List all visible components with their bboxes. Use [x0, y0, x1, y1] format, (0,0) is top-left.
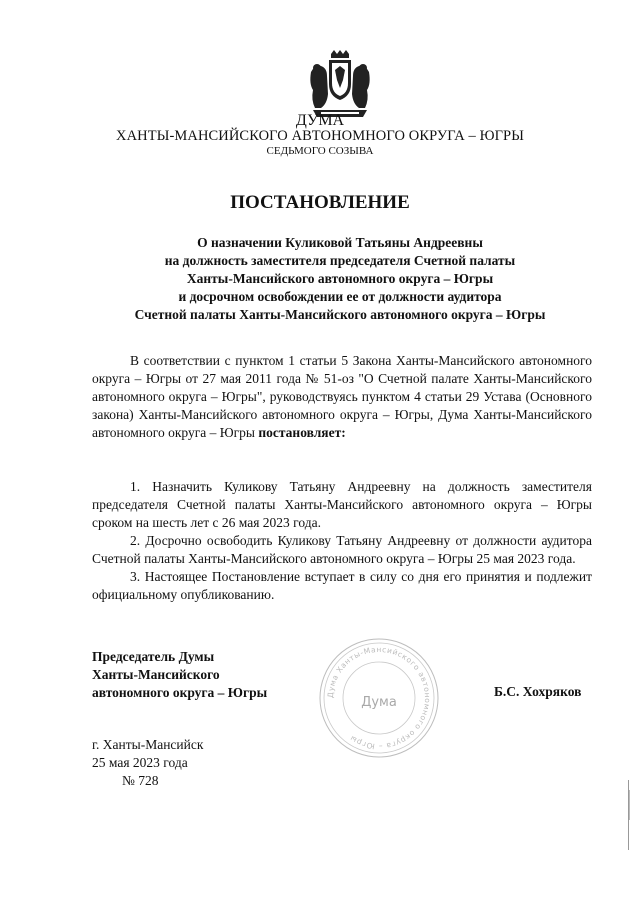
header-okrug: ХАНТЫ-МАНСИЙСКОГО АВТОНОМНОГО ОКРУГА – ЮГРЫ	[116, 128, 524, 144]
signatory-position-line: автономного округа – Югры	[92, 685, 268, 700]
signatory-name: Б.С. Хохряков	[494, 684, 582, 699]
resolution-item: 1. Назначить Куликову Татьяну Андреевну на должность заместителя председателя Счетной палаты Ханты-Мансийского автономного округа – Югры сроком на шесть лет с 26 мая 2023 года.	[92, 479, 592, 530]
title-line: О назначении Куликовой Татьяны Андреевны	[197, 235, 483, 250]
official-seal-stamp	[317, 636, 441, 760]
preamble-text: В соответствии с пунктом 1 статьи 5 Закона Ханты-Мансийского автономного округа – Югры от 27 мая 2011 года № 51-оз "О Счетной палате Ханты-Мансийского автономного округа – Югры", руководствуясь пунктом 4 статьи 29 Устава (Основного закона) Ханты-Мансийского автономного округа – Югры, Дума Ханты-Мансийского автономного округа – Югры	[92, 353, 592, 440]
date: 25 мая 2023 года	[92, 755, 188, 770]
header-sozyv: СЕДЬМОГО СОЗЫВА	[266, 145, 374, 157]
document-number: № 728	[122, 773, 159, 788]
title-line: на должность заместителя председателя Счетной палаты	[164, 253, 516, 268]
coat-of-arms-emblem	[307, 50, 373, 118]
resolution-item: 3. Настоящее Постановление вступает в силу со дня его принятия и подлежит официальному опубликованию.	[92, 569, 592, 602]
resolution-item: 2. Досрочно освободить Куликову Татьяну Андреевну от должности аудитора Счетной палаты Ханты-Мансийского автономного округа – Югры 25 мая 2023 года.	[92, 533, 592, 566]
title-line: и досрочном освобождении ее от должности аудитора	[178, 289, 502, 304]
document-type-heading: ПОСТАНОВЛЕНИЕ	[230, 192, 410, 213]
seal-center-text: Дума	[361, 695, 397, 710]
scan-edge-mark	[627, 780, 631, 850]
signatory-position-line: Председатель Думы	[92, 649, 215, 664]
seal-ring-text: Дума Ханты-Мансийского автономного округа – Югры	[325, 644, 433, 752]
signatory-position	[92, 648, 267, 702]
header-duma: ДУМА	[295, 112, 345, 129]
signatory-position-line: Ханты-Мансийского	[92, 667, 220, 682]
preamble-paragraph	[92, 352, 592, 442]
city: г. Ханты-Мансийск	[92, 737, 204, 752]
place-and-date	[92, 736, 203, 790]
title-line: Ханты-Мансийского автономного округа – Югры	[186, 271, 494, 286]
resolution-items	[92, 478, 592, 604]
preamble-resolves: постановляет:	[258, 425, 346, 440]
resolution-title	[100, 234, 580, 324]
title-line: Счетной палаты Ханты-Мансийского автономного округа – Югры	[134, 307, 546, 322]
